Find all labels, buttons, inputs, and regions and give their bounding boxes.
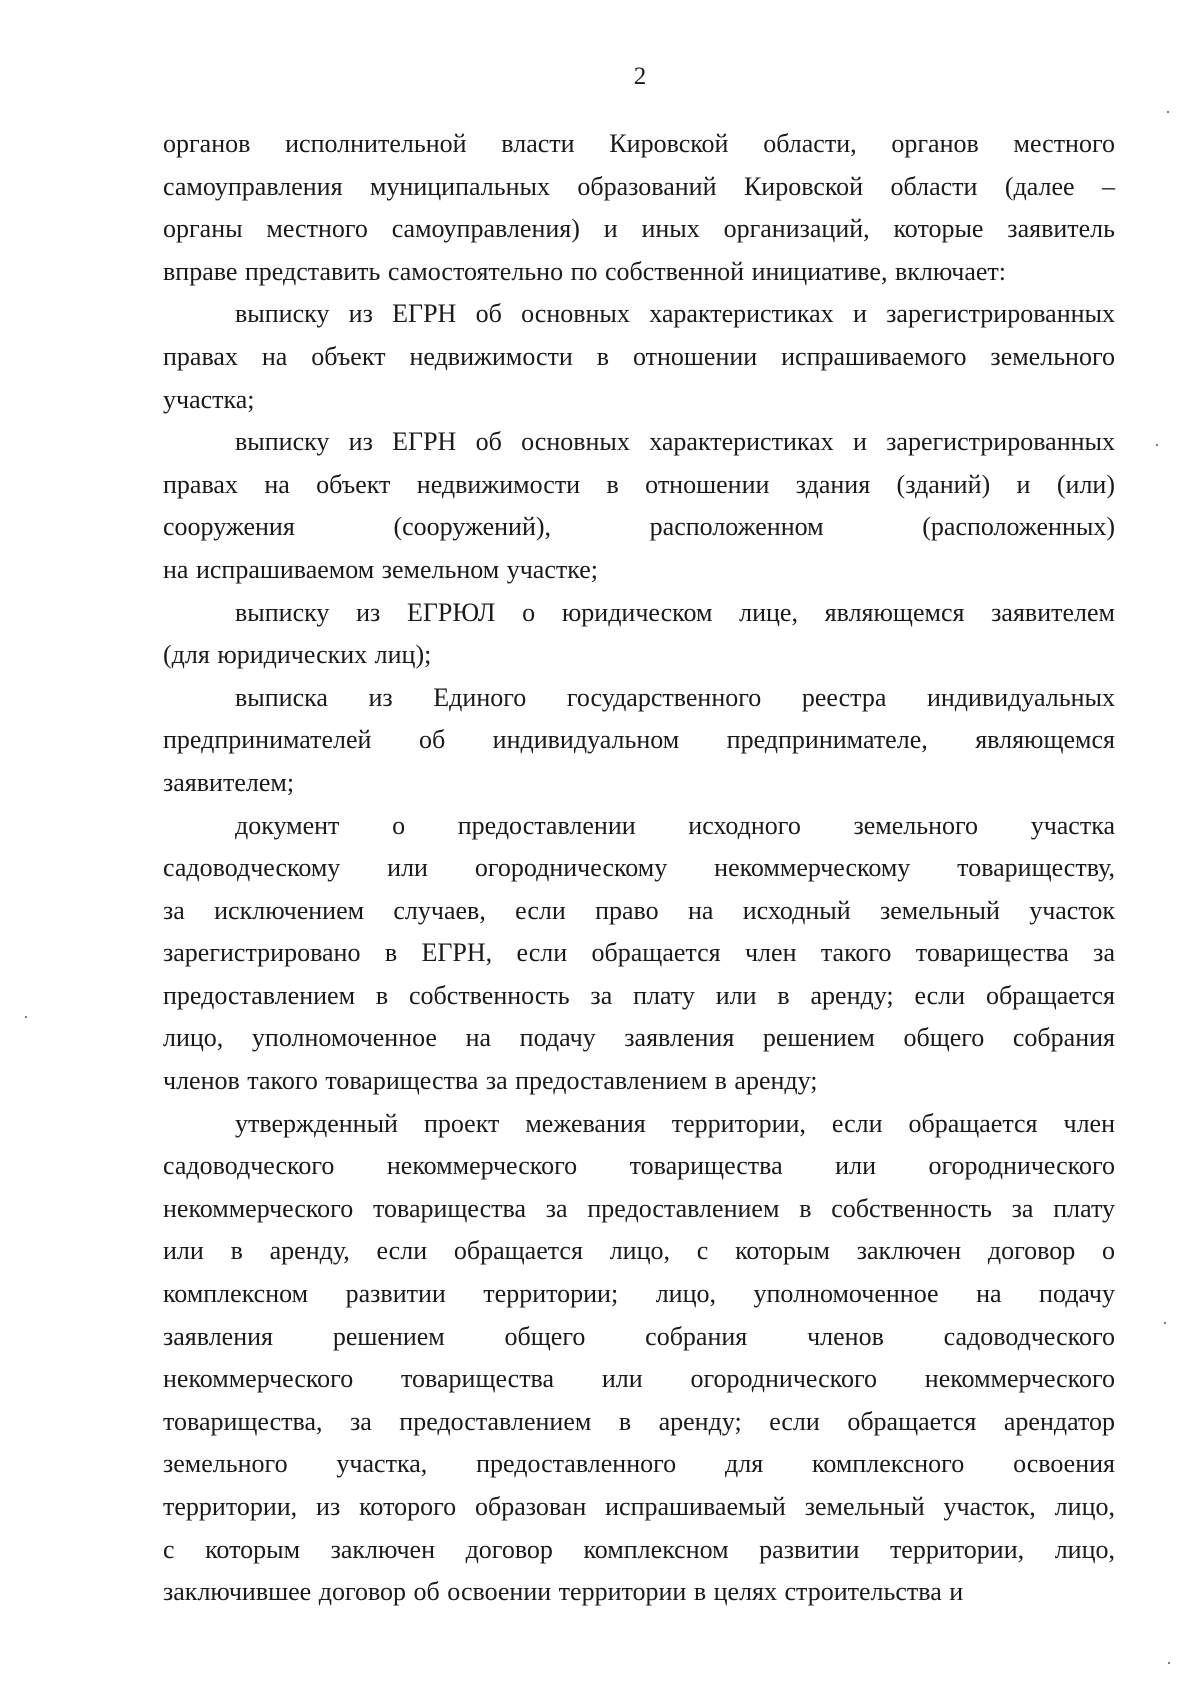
paragraph	[163, 123, 1115, 293]
text-line: предоставлением в собственность за плату или в аренду; если обращается	[163, 980, 1115, 1010]
text-line: или в аренду, если обращается лицо, с которым заключен договор о	[163, 1236, 1115, 1266]
text-line: вправе представить самостоятельно по собственной инициативе, включает:	[163, 256, 1007, 286]
text-line: участка;	[163, 384, 255, 414]
text-line: правах на объект недвижимости в отношении испрашиваемого земельного	[163, 341, 1115, 371]
text-line: утвержденный проект межевания территории, если обращается член	[235, 1108, 1115, 1138]
paragraph	[163, 1103, 1115, 1614]
text-line: самоуправления муниципальных образований Кировской области (далее –	[163, 171, 1115, 201]
text-line: выписку из ЕГРЮЛ о юридическом лице, являющемся заявителем	[235, 597, 1115, 627]
page-number: 2	[633, 63, 647, 90]
text-line: органы местного самоуправления) и иных организаций, которые заявитель	[163, 214, 1115, 244]
paragraph	[163, 677, 1115, 805]
text-line: товарищества, за предоставлением в аренду; если обращается арендатор	[163, 1406, 1115, 1436]
scan-speck	[1168, 1662, 1170, 1664]
scan-speck	[1156, 444, 1158, 446]
text-line: садоводческого некоммерческого товарищества или огороднического	[163, 1151, 1115, 1181]
text-line: членов такого товарищества за предоставлением в аренду;	[163, 1066, 818, 1096]
text-line: территории, из которого образован испрашиваемый земельный участок, лицо,	[163, 1492, 1115, 1521]
paragraph	[163, 293, 1115, 421]
text-line: некоммерческого товарищества или огороднического некоммерческого	[163, 1364, 1115, 1394]
scan-speck	[1167, 111, 1169, 113]
scan-speck	[25, 1016, 27, 1018]
text-line: выписку из ЕГРН об основных характеристиках и зарегистрированных	[235, 427, 1115, 457]
paragraph	[163, 805, 1115, 1103]
text-line: лицо, уполномоченное на подачу заявления решением общего собрания	[163, 1023, 1115, 1053]
text-line: на испрашиваемом земельном участке;	[163, 554, 598, 584]
text-line: некоммерческого товарищества за предоставлением в собственность за плату	[163, 1193, 1115, 1223]
text-line: зарегистрировано в ЕГРН, если обращается член такого товарищества за	[163, 938, 1115, 968]
text-line: заявления решением общего собрания членов садоводческого	[163, 1321, 1115, 1351]
text-line: заявителем;	[163, 767, 295, 797]
text-line: правах на объект недвижимости в отношении здания (зданий) и (или)	[163, 469, 1115, 499]
paragraph	[163, 421, 1115, 591]
text-line: (для юридических лиц);	[163, 640, 432, 670]
text-line: органов исполнительной власти Кировской области, органов местного	[163, 129, 1115, 158]
text-line: земельного участка, предоставленного для комплексного освоения	[163, 1449, 1115, 1479]
text-line: за исключением случаев, если право на исходный земельный участок	[163, 895, 1115, 925]
text-line: документ о предоставлении исходного земельного участка	[235, 810, 1115, 840]
scan-speck	[1164, 1322, 1166, 1324]
text-line: сооружения (сооружений), расположенном (расположенных)	[163, 512, 1115, 542]
text-line: садоводческому или огородническому некоммерческому товариществу,	[163, 853, 1115, 883]
text-line: заключившее договор об освоении территории в целях строительства и	[163, 1577, 964, 1607]
document-body	[163, 123, 1115, 1614]
text-line: выписку из ЕГРН об основных характеристиках и зарегистрированных	[235, 299, 1115, 329]
text-line: предпринимателей об индивидуальном предпринимателе, являющемся	[163, 725, 1115, 755]
paragraph	[163, 592, 1115, 677]
text-line: с которым заключен договор комплексном развитии территории, лицо,	[163, 1534, 1115, 1564]
text-line: комплексном развитии территории; лицо, уполномоченное на подачу	[163, 1279, 1115, 1309]
text-line: выписка из Единого государственного реестра индивидуальных	[235, 682, 1115, 712]
